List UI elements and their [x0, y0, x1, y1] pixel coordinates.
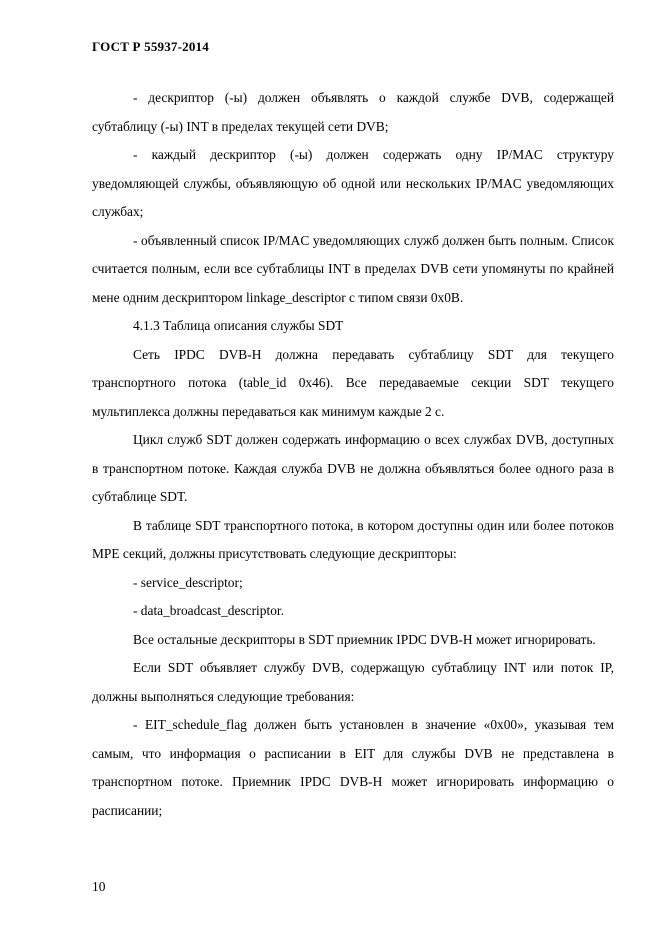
paragraph-list-complete: - объявленный список IP/MAC уведомляющих служб должен быть полным. Список считается полным, если все субтаблицы INT в пределах DVB сети упомянуты по крайней мене одним дескриптором linkage_descriptor с типом связи 0x0B.: [92, 232, 614, 305]
paragraph-sdt-transmit: Сеть IPDC DVB-H должна передавать субтаблицу SDT для текущего транспортного потока (table_id 0x46). Все передаваемые секции SDT текущего мультиплекса должны передаваться как минимум каждые 2 с.: [92, 346, 614, 419]
section-heading-sdt: 4.1.3 Таблица описания службы SDT: [133, 318, 344, 333]
paragraph-other-descriptors: Все остальные дескрипторы в SDT приемник IPDC DVB-H может игнорировать.: [133, 631, 596, 647]
paragraph-eit-schedule-flag: - EIT_schedule_flag должен быть установлен в значение «0x00», указывая тем самым, что информация о расписании в EIT для службы DVB не представлена в транспортном потоке. Приемник IPDC DVB-H может игнорировать информацию о расписании;: [92, 717, 614, 818]
list-item-service-descriptor: - service_descriptor;: [133, 574, 243, 590]
document-header: ГОСТ Р 55937-2014: [92, 39, 209, 54]
paragraph-requirements-intro: Если SDT объявляет службу DVB, содержащую субтаблицу INT или поток IP, должны выполняться следующие требования:: [92, 660, 614, 704]
paragraph-descriptor-structure: - каждый дескриптор (-ы) должен содержать одну IP/MAC структуру уведомляющей службы, объявляющую об одной или нескольких IP/MAC уведомляющих службах;: [92, 147, 614, 219]
document-body: [92, 84, 614, 825]
list-item-data-broadcast-descriptor: - data_broadcast_descriptor.: [133, 603, 284, 618]
paragraph-sdt-descriptors: В таблице SDT транспортного потока, в котором доступны один или более потоков MPE секций, должны присутствовать следующие дескрипторы:: [92, 517, 614, 561]
page-number: 10: [92, 879, 106, 894]
paragraph-descriptor-announce: - дескриптор (-ы) должен объявлять о каждой службе DVB, содержащей субтаблицу (-ы) INT в пределах текущей сети DVB;: [92, 90, 614, 134]
paragraph-sdt-loop: Цикл служб SDT должен содержать информацию о всех службах DVB, доступных в транспортном потоке. Каждая служба DVB не должна объявляться более одного раза в субтаблице SDT.: [92, 432, 614, 504]
